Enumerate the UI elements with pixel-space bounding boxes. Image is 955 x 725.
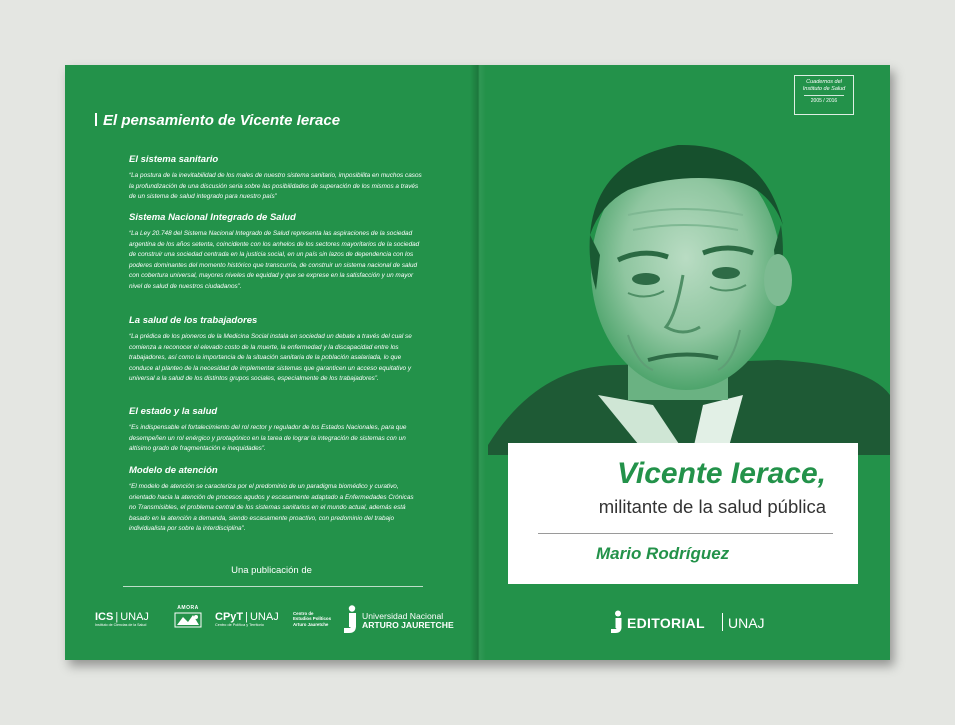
quote-section [129,212,422,293]
section-quote: “La Ley 20.748 del Sistema Nacional Integrado de Salud representa las aspiraciones de la sociedad argentina de los años setenta, coincidente con los anhelos de los sectores mayoritarios de la sociedad de construir una sociedad centrada en la justicia social, en un país sin lazos de dependencia con los poderes dominantes del momento histórico que transcurría, de construir un sistema nacional de salud con cobertura universal, mayores niveles de equidad y que se exprese en la satisfacción y un mayor nivel de salud de nuestros ciudadanos”. [129,230,420,290]
section-title: Modelo de atención [129,465,218,476]
section-quote: “Es indispensable el fortalecimiento del rol rector y regulador de los Estados Nacionales, para que desempeñen un rol enérgico y protagónico en la tarea de lograr la integración de sistemas con un altísimo grado de fragmentación e inequidades”. [129,424,407,453]
section-quote: “La prédica de los pioneros de la Medicina Social instala en sociedad un debate a través del cual se comienza a reconocer el elevado costo de la muerte, la enfermedad y la discapacidad entre los trabajadores, así como la importancia de la situación sanitaria de la población asalariada, lo que conduce al planteo de la necesidad de implementar sistemas que garanticen un acceso equitativo y universal a la salud de los distintos grupos sociales, especialmente de los trabajadores”. [129,333,412,383]
quote-section [129,315,422,385]
section-title: Sistema Nacional Integrado de Salud [129,212,296,223]
back-cover-heading: El pensamiento de Vicente Ierace [95,112,340,129]
series-seal: Cuadernos del Instituto de Salud 2005 / 2016 [794,75,854,115]
publisher-logo [478,610,890,634]
heading-bar [95,113,97,126]
section-title: La salud de los trabajadores [129,315,258,326]
publisher-org: UNAJ [728,615,765,631]
quote-section [129,154,422,203]
section-quote: “El modelo de atención se caracteriza por el predominio de un paradigma biomédico y curativo, orientado hacia la atención de procesos agudos y escasamente adaptado a Enfermedades Crónicas no Transmisibles, el problema central de los sistemas sanitarios en el mundo actual, además está basado en la atención a demanda, siendo escasamente proactivo, con predominio del trabajo individualista por sobre la interdisciplina”. [129,483,414,533]
quote-section [129,406,422,455]
editorial-j-icon [609,610,625,634]
publisher-divider [722,613,723,631]
ics-unaj-logo: ICS | UNAJ Instituto de Ciencias de la Salud [95,611,149,627]
spine [470,65,486,660]
book-author: Mario Rodríguez [596,544,730,563]
amora-logo: AMORA [169,605,207,629]
book-subtitle: militante de la salud pública [598,496,826,517]
cepat-logo: Centro de Estudios Políticos Arturo Jauretche [293,611,332,627]
title-divider [538,533,833,534]
back-cover [65,65,478,660]
publisher-name: EDITORIAL [627,615,705,631]
section-title: El sistema sanitario [129,154,219,165]
seal-divider [804,95,844,96]
cpyt-unaj-logo: CPyT | UNAJ Centro de Política y Territorio [215,611,279,627]
partner-logos: ICS | UNAJ Instituto de Ciencias de la Salud AMORA CPyT | UNAJ Centro de Política y Territorio Centro de Estudios Políticos Arturo Jauretche Universidad Nacional ARTURO JAURETCHE [65,603,478,639]
title-box [508,443,858,584]
section-quote: “La postura de la inevitabilidad de los males de nuestro sistema sanitario, imposibilita en muchos casos la profundización de una discusión seria sobre las posibilidades de superación de los mismos a través de un sistema de salud integrado para nuestro país” [129,172,422,201]
quote-section [129,465,422,535]
front-cover [478,65,890,660]
publication-divider [123,586,423,587]
book-title: Vicente Ierace, [616,457,826,490]
section-title: El estado y la salud [129,406,218,417]
publication-label: Una publicación de [231,565,312,576]
unaj-j-icon [342,604,362,634]
book-spread [65,65,890,660]
